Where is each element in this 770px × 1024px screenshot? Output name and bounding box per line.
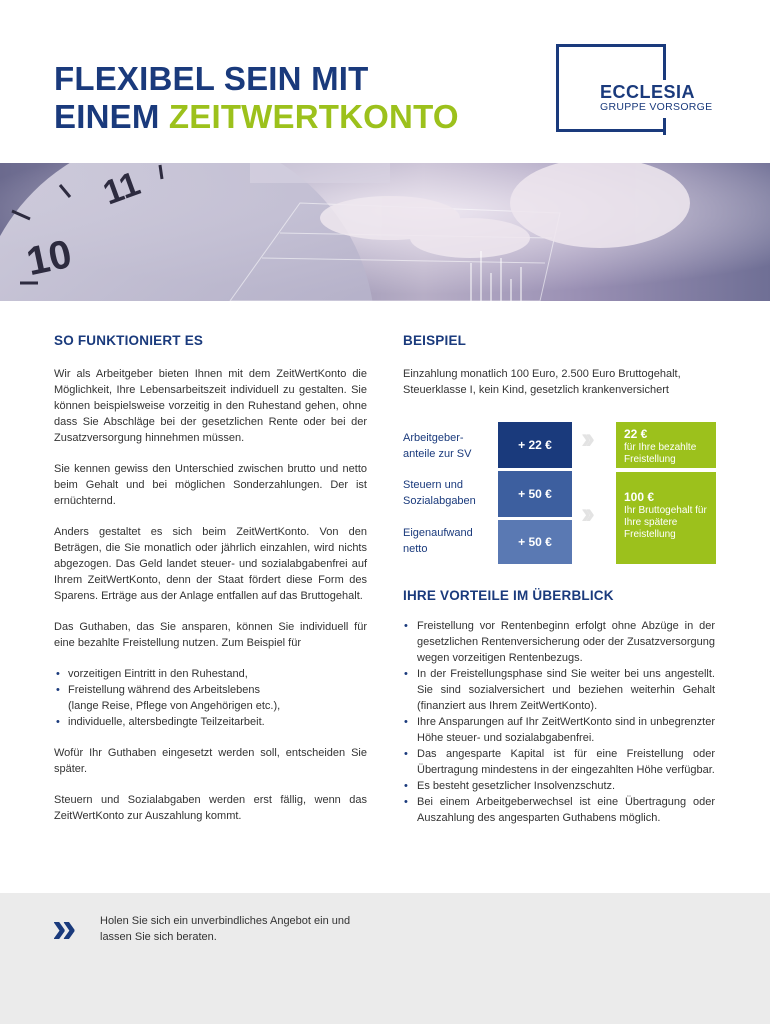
paragraph: Sie kennen gewiss den Unterschied zwischen brutto und netto beim Gehalt und bei möglichen Sonderzahlungen. Der ist ernüchternd. — [54, 463, 367, 507]
chevron-double-right-icon: ›› — [581, 422, 589, 455]
benefits-list — [403, 618, 715, 826]
footer-call-to-action: Holen Sie sich ein unverbindliches Angebot ein und lassen Sie sich beraten. — [100, 915, 351, 943]
logo-frame-right-top — [663, 44, 666, 80]
example-intro: Einzahlung monatlich 100 Euro, 2.500 Euro Bruttogehalt, Steuerklasse I, kein Kind, gesetzlich krankenversichert — [403, 368, 681, 396]
list-item: • Es besteht gesetzlicher Insolvenzschutz. — [403, 778, 715, 794]
value-box-taxes: + 50 € — [498, 471, 572, 517]
usage-list — [54, 666, 367, 730]
result-description: Ihr Bruttogehalt für Ihre spätere Freistellung — [624, 505, 707, 540]
row-label-employer: Arbeitgeber- anteile zur SV — [403, 432, 472, 460]
list-item: • vorzeitigen Eintritt in den Ruhestand, — [54, 666, 367, 682]
calculator — [250, 163, 390, 183]
how-it-works-text — [54, 366, 367, 839]
list-item: • Freistellung vor Rentenbeginn erfolgt ohne Abzüge in der gesetzlichen Rentenversicherung oder der Zusatzversorgung wegen vorzeitigen Rentenbezugs. — [403, 618, 715, 666]
result-amount: 100 € — [624, 490, 655, 504]
title-line-1: FLEXIBEL SEIN MIT — [54, 60, 369, 97]
clock-number-11: 11 — [98, 164, 146, 213]
row-label-own-expense: Eigenaufwand netto — [403, 527, 473, 555]
result-description: für Ihre bezahlte Freistellung — [624, 442, 697, 465]
title-line-2: EINEM ZEITWERTKONTO — [54, 98, 459, 135]
paragraph: Wofür Ihr Guthaben eingesetzt werden soll, entscheiden Sie später. — [54, 747, 367, 775]
list-item: • Ihre Ansparungen auf Ihr ZeitWertKonto sind in unbegrenzter Höhe steuer- und sozialabgabenfrei. — [403, 714, 715, 746]
clock-number-10: 10 — [22, 231, 76, 285]
section-heading-example: BEISPIEL — [403, 333, 467, 348]
section-heading-how-it-works: SO FUNKTIONIERT ES — [54, 333, 204, 348]
result-amount: 22 € — [624, 427, 648, 441]
paragraph: Das Guthaben, das Sie ansparen, können Sie individuell für eine bezahlte Freistellung nutzen. Zum Beispiel für — [54, 621, 367, 649]
hero-illustration — [0, 163, 770, 301]
paragraph: Wir als Arbeitgeber bieten Ihnen mit dem ZeitWertKonto die Möglichkeit, Ihre Lebensarbeitszeit individuell zu gestalten. Sie können beispielsweise vorzeitig in den Ruhestand gehen, ohne dass Sie Abschläge bei der gesetzlichen Rente oder bei der Zusatzversorgung hinnehmen müssen. — [54, 368, 367, 444]
list-item: • In der Freistellungsphase sind Sie weiter bei uns angestellt. Sie sind sozialversichert und beziehen weiterhin Gehalt (finanziert aus Ihrem ZeitWertKonto). — [403, 666, 715, 714]
section-heading-benefits: IHRE VORTEILE IM ÜBERBLICK — [403, 588, 614, 603]
result-box-paid-leave — [616, 422, 716, 468]
value-box-employer: + 22 € — [498, 422, 572, 468]
list-item: • Freistellung während des Arbeitslebens (lange Reise, Pflege von Angehörigen etc.), — [54, 682, 367, 714]
hero-image — [0, 163, 770, 301]
row-label-taxes: Steuern und Sozialabgaben — [403, 479, 476, 507]
double-chevron-right-icon: » — [52, 903, 67, 952]
paragraph: Anders gestaltet es sich beim ZeitWertKonto. Von den Beträgen, die Sie monatlich oder jährlich einzahlen, wird nichts abgezogen. Das Geld landet steuer- und sozialabgabenfrei auf Ihrem ZeitWertKonto, denn der Staat fördert diese Form des Sparens. Erträge aus der Anlage entfallen auf das Bruttogehalt. — [54, 526, 367, 602]
list-item: • Das angesparte Kapital ist für eine Freistellung oder Übertragung mindestens in der eingezahlten Höhe verfügbar. — [403, 746, 715, 778]
title-accent: ZEITWERTKONTO — [168, 98, 459, 135]
list-item: • individuelle, altersbedingte Teilzeitarbeit. — [54, 714, 367, 730]
result-box-gross-salary — [616, 472, 716, 564]
paragraph: Steuern und Sozialabgaben werden erst fällig, wenn das ZeitWertKonto zur Auszahlung kommt. — [54, 794, 367, 822]
list-item: • Bei einem Arbeitgeberwechsel ist eine Übertragung oder Auszahlung des angesparten Guthabens möglich. — [403, 794, 715, 826]
logo-name: ECCLESIA — [600, 82, 696, 102]
logo-subtitle: GRUPPE VORSORGE — [600, 101, 713, 113]
logo-frame-right-bottom — [663, 118, 666, 135]
page-title — [54, 60, 459, 136]
chevron-double-right-icon: ›› — [581, 497, 589, 530]
value-box-own-expense: + 50 € — [498, 520, 572, 564]
